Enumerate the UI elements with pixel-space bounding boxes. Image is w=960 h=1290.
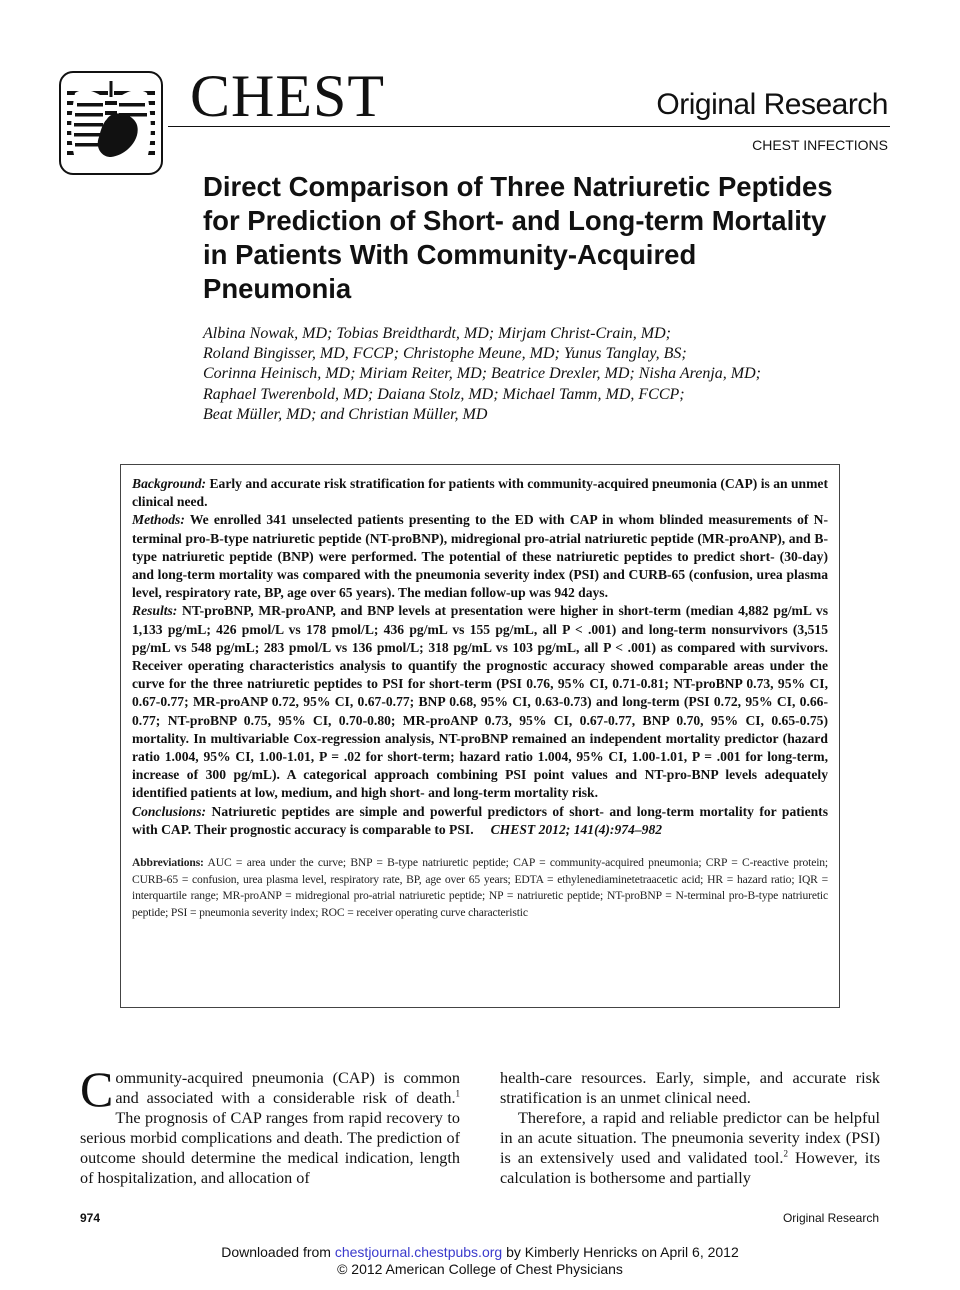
download-prefix: Downloaded from bbox=[221, 1244, 335, 1260]
page-number: 974 bbox=[80, 1211, 101, 1225]
body-text: Therefore, a rapid and reliable predictor can be helpful in an acute situation. The pneumonia severity index (PSI) is an extensively used and validated tool. bbox=[500, 1109, 880, 1167]
author-line: Corinna Heinisch, MD; Miriam Reiter, MD; Beatrice Drexler, MD; Nisha Arenja, MD; bbox=[203, 365, 761, 383]
article-title: Direct Comparison of Three Natriuretic Peptides for Prediction of Short- and Long-term Mortality in Patients With Community-Acquired Pneumonia bbox=[203, 171, 833, 304]
journal-link[interactable]: chestjournal.chestpubs.org bbox=[334, 1244, 503, 1260]
reference-marker[interactable]: 2 bbox=[783, 1148, 788, 1159]
abbreviations bbox=[132, 855, 828, 921]
download-notice bbox=[0, 1244, 960, 1278]
abstract-background bbox=[132, 475, 828, 511]
copyright: © 2012 American College of Chest Physicians bbox=[337, 1261, 623, 1277]
article-type: Original Research bbox=[656, 88, 888, 121]
section-label: CHEST INFECTIONS bbox=[752, 137, 888, 153]
abbreviations-text: AUC = area under the curve; BNP = B-type natriuretic peptide; CAP = community-acquired pneumonia; CRP = C-reactive protein; CURB-65 = confusion, urea plasma level, respiratory rate, BP, age over 65 years; EDTA = ethylenediaminetetraacetic acid; HR = hazard ratio; IQR = interquartile range; MR-proANP = midregional pro-atrial natriuretic peptide; NP = natriuretic peptide; NT-proBNP = N-terminal pro-B-type natriuretic peptide; PSI = pneumonia severity index; ROC = receiver operating curve characteristic bbox=[132, 856, 829, 919]
abbreviations-label: Abbreviations: bbox=[132, 856, 204, 870]
abstract-results bbox=[132, 602, 828, 802]
body-column-right bbox=[500, 1068, 880, 1188]
author-line: Beat Müller, MD; and Christian Müller, MD bbox=[203, 405, 488, 423]
citation: CHEST 2012; 141(4):974–982 bbox=[490, 821, 663, 837]
body-paragraph: health-care resources. Early, simple, and accurate risk stratification is an unmet clinical need. bbox=[500, 1069, 880, 1107]
body-column-left bbox=[80, 1061, 460, 1188]
body-text: ommunity-acquired pneumonia (CAP) is common and associated with a considerable risk of death. bbox=[115, 1069, 460, 1107]
drop-cap: C bbox=[80, 1061, 114, 1117]
background-text: Early and accurate risk stratification for patients with community-acquired pneumonia (CAP) is an unmet clinical need. bbox=[132, 476, 828, 510]
conclusions-text: Natriuretic peptides are simple and powerful predictors of short- and long-term mortality for patients with CAP. Their prognostic accuracy is comparable to PSI. bbox=[132, 803, 828, 837]
download-suffix: by Kimberly Henricks on April 6, 2012 bbox=[502, 1244, 739, 1260]
methods-label: Methods: bbox=[132, 512, 185, 528]
author-list bbox=[203, 324, 863, 425]
abstract-box bbox=[120, 464, 840, 1008]
body-text: However, its calculation is bothersome and partially bbox=[500, 1149, 880, 1187]
results-label: Results: bbox=[132, 603, 178, 619]
author-line: Raphael Twerenbold, MD; Daiana Stolz, MD; Michael Tamm, MD, FCCP; bbox=[203, 385, 685, 403]
body-paragraph bbox=[80, 1061, 460, 1188]
abstract-conclusions bbox=[132, 803, 828, 839]
journal-name: CHEST bbox=[190, 63, 386, 129]
download-line bbox=[0, 1244, 960, 1261]
journal-logo bbox=[59, 71, 163, 175]
abstract bbox=[132, 475, 828, 839]
author-line: Albina Nowak, MD; Tobias Breidthardt, MD; Mirjam Christ-Crain, MD; bbox=[203, 325, 672, 342]
methods-text: We enrolled 341 unselected patients presenting to the ED with CAP in whom blinded measurements of N-terminal pro-B-type natriuretic peptide (NT-proBNP), midregional pro-atrial natriuretic peptide (MR-proANP), and B-type natriuretic peptide (BNP) were performed. The potential of these natriuretic peptides to predict short- (30-day) and long-term mortality was compared with the pneumonia severity index (PSI) and CURB-65 (confusion, urea plasma level, respiratory rate, BP, age over 65 years). The median follow-up was 942 days. bbox=[132, 512, 828, 601]
footer-article-type: Original Research bbox=[782, 1211, 879, 1225]
abstract-methods bbox=[132, 511, 828, 602]
chest-lungs-heart-logo-icon bbox=[61, 73, 161, 173]
body-text: The prognosis of CAP ranges from rapid recovery to serious morbid complications and death. The prediction of outcome should determine the medical indication, length of hospitalization, and allocation of bbox=[80, 1109, 460, 1187]
background-label: Background: bbox=[132, 476, 207, 491]
author-line: Roland Bingisser, MD, FCCP; Christophe Meune, MD; Yunus Tanglay, BS; bbox=[203, 345, 687, 363]
reference-marker[interactable]: 1 bbox=[455, 1088, 460, 1099]
header-rule bbox=[168, 126, 890, 127]
conclusions-label: Conclusions: bbox=[132, 803, 207, 819]
results-text: NT-proBNP, MR-proANP, and BNP levels at presentation were higher in short-term (median 4,882 pg/mL vs 1,133 pg/mL; 426 pmol/L vs 178 pmol/L; 436 pg/mL vs 155 pg/mL, all P < .001) and long-term nonsurvivors (3,515 pg/mL vs 548 pg/mL; 283 pmol/L vs 136 pmol/L; 318 pg/mL vs 103 pg/mL, all P < .001) as compared with survivors. Receiver operating characteristics analysis to quantify the prognostic accuracy showed comparable areas under the curve for the three natriuretic peptides to PSI for short-term (PSI 0.76, 95% CI, 0.71-0.81; NT-proBNP 0.73, 95% CI, 0.67-0.77; MR-proANP 0.72, 95% CI, 0.67-0.77; BNP 0.68, 95% CI, 0.63-0.73) and long-term (PSI 0.72, 95% CI, 0.66-0.77; NT-proBNP 0.75, 95% CI, 0.70-0.80; MR-proANP 0.73, 95% CI, 0.67-0.77, BNP 0.70, 95% CI, 0.65-0.75) mortality. In multivariable Cox-regression analysis, NT-proBNP remained an independent mortality predictor (hazard ratio 1.004, 95% CI, 1.00-1.01, P = .02 for short-term; hazard ratio 1.004, 95% CI, 1.00-1.01, P = .001 for long-term, increase of 300 pg/mL). A categorical approach combining PSI point values and NT-pro-BNP levels adequately identified patients at low, medium, and high short- and long-term mortality risk. bbox=[132, 603, 828, 801]
body-paragraph bbox=[500, 1108, 880, 1188]
